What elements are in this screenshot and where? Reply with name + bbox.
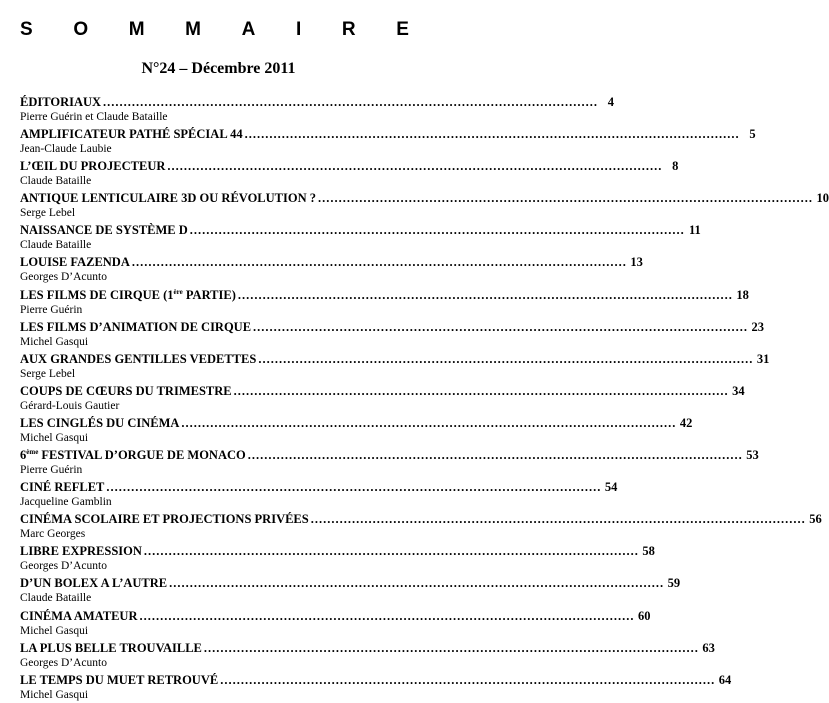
- toc-title-line: [20, 639, 715, 657]
- article-title-part: LES FILMS DE CIRQUE (1: [20, 287, 174, 302]
- toc-entry: [20, 414, 693, 446]
- dot-leader: ........................................................................................................................: [189, 223, 685, 238]
- article-title: AMPLIFICATEUR PATHÉ SPÉCIAL 44: [20, 127, 243, 142]
- toc-entry: [20, 350, 770, 382]
- toc-entry: [20, 478, 618, 510]
- article-title: LES FILMS D’ANIMATION DE CIRQUE: [20, 319, 252, 334]
- article-title: L’ŒIL DU PROJECTEUR: [20, 159, 166, 174]
- article-title-superscript: ème: [26, 448, 39, 457]
- page-number: 42: [679, 415, 693, 430]
- article-author: Pierre Guérin et Claude Bataille: [20, 111, 168, 123]
- dot-leader: ........................................................................................................................: [317, 191, 813, 206]
- article-title: LA PLUS BELLE TROUVAILLE: [20, 640, 202, 655]
- article-author: Georges D’Acunto: [20, 656, 107, 669]
- article-author: Jean-Claude Laubie: [20, 143, 112, 156]
- dot-leader: ........................................................................................................................: [220, 672, 716, 687]
- dot-leader: ........................................................................................................................: [103, 95, 599, 109]
- toc-entry: [20, 93, 615, 125]
- article-title: NAISSANCE DE SYSTÈME D: [20, 223, 188, 238]
- article-author: Marc Georges: [20, 528, 86, 541]
- dot-leader: ........................................................................................................................: [203, 640, 699, 655]
- issue-subtitle: N°24 – Décembre 2011: [141, 60, 296, 77]
- toc-title-line: [20, 350, 770, 368]
- sommaire-heading: [0, 18, 437, 42]
- article-author: Gérard-Louis Gautier: [20, 399, 120, 412]
- heading-letter: M: [128, 19, 145, 40]
- page-number: 10: [816, 191, 829, 206]
- toc-entry: [20, 221, 701, 253]
- article-title-part: FESTIVAL D’ORGUE DE MONACO: [38, 448, 246, 463]
- dot-leader: ........................................................................................................................: [169, 576, 665, 591]
- dot-leader: ........................................................................................................................: [253, 319, 749, 334]
- dot-leader: ........................................................................................................................: [244, 127, 740, 142]
- toc-title-line: [20, 510, 822, 528]
- toc-title-line: [20, 607, 651, 625]
- page-number: 54: [604, 480, 618, 495]
- dot-leader: ........................................................................................................................: [258, 351, 754, 366]
- article-title-superscript: ère: [173, 287, 183, 296]
- article-title: LIBRE EXPRESSION: [20, 544, 142, 559]
- toc-title-line: [20, 574, 681, 592]
- article-title: LOUISE FAZENDA: [20, 255, 130, 270]
- toc-entry: [20, 574, 681, 606]
- article-title: ÉDITORIAUX: [20, 95, 102, 109]
- heading-letter: O: [73, 19, 89, 40]
- article-title: [20, 446, 246, 464]
- article-title: [20, 286, 236, 304]
- heading-letter: M: [185, 19, 201, 40]
- dot-leader: ........................................................................................................................: [106, 480, 602, 495]
- toc-title-line: [20, 93, 615, 111]
- page-number: 64: [718, 672, 732, 687]
- page-number: 8: [672, 159, 679, 174]
- toc-title-line: [20, 542, 655, 560]
- toc-entry: [20, 253, 643, 285]
- toc-title-line: [20, 286, 749, 304]
- article-title: CINÉMA AMATEUR: [20, 608, 138, 623]
- toc-title-line: [20, 125, 756, 143]
- dot-leader: ........................................................................................................................: [237, 287, 733, 302]
- toc-entry: [20, 125, 756, 157]
- page-number: 53: [746, 448, 759, 463]
- dot-leader: ........................................................................................................................: [143, 544, 639, 559]
- toc-entry: [20, 157, 679, 189]
- dot-leader: ........................................................................................................................: [310, 512, 806, 527]
- article-title: D’UN BOLEX A L’AUTRE: [20, 576, 168, 591]
- article-author: Michel Gasqui: [20, 335, 89, 348]
- article-author: Michel Gasqui: [20, 624, 89, 637]
- table-of-contents: [20, 93, 829, 703]
- page-number: 34: [732, 383, 745, 398]
- article-title: AUX GRANDES GENTILLES VEDETTES: [20, 351, 257, 366]
- toc-title-line: [20, 446, 759, 464]
- page-number: 23: [751, 319, 765, 334]
- page-number: 4: [607, 95, 615, 109]
- page-number: 13: [630, 255, 643, 270]
- toc-entry: [20, 639, 715, 671]
- article-author: Serge Lebel: [20, 207, 76, 220]
- article-title: CINÉMA SCOLAIRE ET PROJECTIONS PRIVÉES: [20, 512, 309, 527]
- toc-entry: [20, 510, 822, 542]
- article-author: Georges D’Acunto: [20, 271, 107, 284]
- heading-letter: A: [241, 19, 256, 40]
- article-author: Georges D’Acunto: [20, 560, 107, 573]
- article-title-part: PARTIE): [182, 287, 236, 302]
- page-number: 18: [736, 287, 749, 302]
- article-title: COUPS DE CŒURS DU TRIMESTRE: [20, 383, 232, 398]
- heading-letter: I: [295, 19, 302, 40]
- page-number: 56: [809, 512, 822, 527]
- dot-leader: ........................................................................................................................: [131, 255, 627, 270]
- article-author: Michel Gasqui: [20, 431, 89, 444]
- page-number: 60: [637, 608, 651, 623]
- page-number: 59: [667, 576, 681, 591]
- dot-leader: ........................................................................................................................: [167, 159, 663, 174]
- article-title-part: 6: [20, 448, 27, 463]
- article-author: Michel Gasqui: [20, 688, 89, 701]
- article-author: Pierre Guérin: [20, 464, 83, 477]
- toc-title-line: [20, 414, 693, 432]
- toc-title-line: [20, 671, 732, 689]
- toc-entry: [20, 286, 749, 318]
- article-author: Jacqueline Gamblin: [20, 496, 112, 509]
- article-title: ANTIQUE LENTICULAIRE 3D OU RÉVOLUTION ?: [20, 191, 316, 206]
- toc-title-line: [20, 189, 829, 207]
- toc-title-line: [20, 253, 643, 271]
- dot-leader: ........................................................................................................................: [139, 608, 635, 623]
- toc-title-line: [20, 318, 765, 336]
- article-title: LES CINGLÉS DU CINÉMA: [20, 415, 180, 430]
- dot-leader: ........................................................................................................................: [181, 415, 677, 430]
- article-title: CINÉ REFLET: [20, 480, 105, 495]
- heading-letter: E: [396, 19, 409, 40]
- dot-leader: ........................................................................................................................: [247, 448, 743, 463]
- toc-entry: [20, 189, 829, 221]
- toc-entry: [20, 446, 759, 478]
- article-author: Pierre Guérin: [20, 303, 83, 316]
- toc-entry: [20, 318, 765, 350]
- page-number: 63: [702, 640, 715, 655]
- page-number: 5: [749, 127, 756, 142]
- page-number: 31: [756, 351, 770, 366]
- heading-letter: S: [20, 19, 33, 40]
- toc-title-line: [20, 221, 701, 239]
- page-number: 11: [688, 223, 701, 238]
- page-number: 58: [642, 544, 655, 559]
- article-author: Claude Bataille: [20, 239, 92, 252]
- article-author: Claude Bataille: [20, 592, 92, 605]
- toc-title-line: [20, 478, 618, 496]
- toc-title-line: [20, 382, 745, 400]
- heading-letter: R: [341, 19, 356, 40]
- toc-title-line: [20, 157, 679, 175]
- toc-entry: [20, 671, 732, 703]
- dot-leader: ........................................................................................................................: [233, 383, 729, 398]
- article-author: Claude Bataille: [20, 175, 92, 188]
- toc-entry: [20, 607, 651, 639]
- toc-entry: [20, 542, 655, 574]
- article-author: Serge Lebel: [20, 367, 76, 380]
- article-title: LE TEMPS DU MUET RETROUVÉ: [20, 672, 219, 687]
- toc-entry: [20, 382, 745, 414]
